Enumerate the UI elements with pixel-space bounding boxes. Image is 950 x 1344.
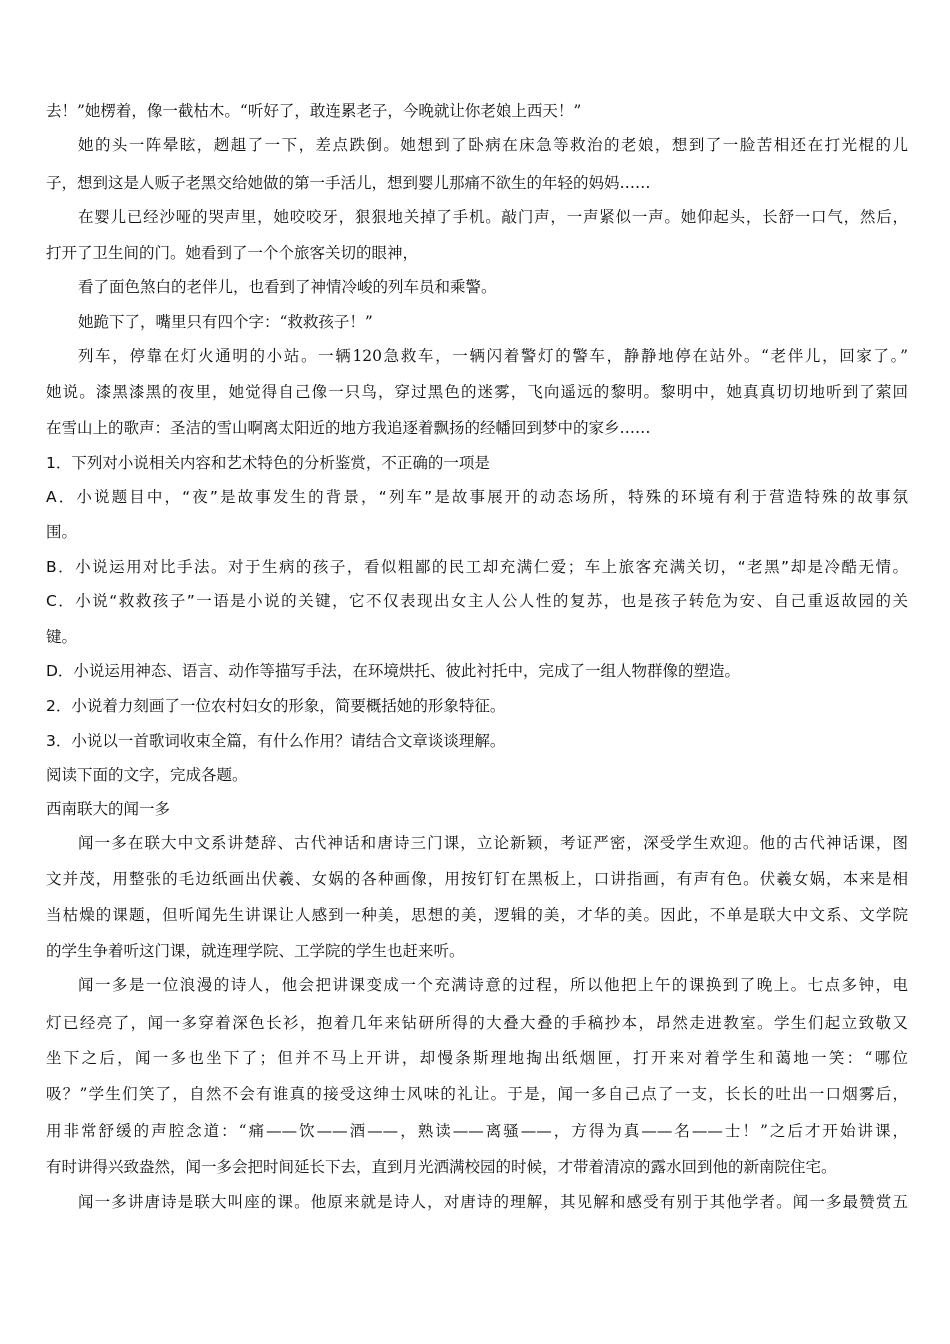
question-2: 2．小说着力刻画了一位农村妇女的形象，简要概括她的形象特征。 (46, 697, 506, 715)
article-line: 当枯燥的课题，但听闻先生讲课让人感到一种美，思想的美，逻辑的美，才华的美。因此，不单是联大中文系、文学院 (46, 906, 908, 924)
article-line: 坐下之后，闻一多也坐下了；但并不马上开讲，却慢条斯理地掏出纸烟匣，打开来对着学生和蔼地一笑：“哪位 (46, 1049, 908, 1067)
question-1: 1．下列对小说相关内容和艺术特色的分析鉴赏，不正确的一项是 (46, 454, 490, 472)
story-line: 在雪山上的歌声：圣洁的雪山啊离太阳近的地方我追逐着飘扬的经幡回到梦中的家乡…… (46, 419, 651, 437)
story-line: 打开了卫生间的门。她看到了一个个旅客关切的眼神， (46, 244, 419, 262)
story-line: 看了面色煞白的老伴儿，也看到了神情冷峻的列车员和乘警。 (78, 278, 497, 296)
article-line: 闻一多是一位浪漫的诗人，他会把讲课变成一个充满诗意的过程，所以他把上午的课换到了晚上。七点多钟，电 (78, 976, 908, 994)
article-line: 闻一多讲唐诗是联大叫座的课。他原来就是诗人，对唐诗的理解，其见解和感受有别于其他学者。闻一多最赞赏五 (78, 1193, 908, 1211)
option-b: B．小说运用对比手法。对于生病的孩子，看似粗鄙的民工却充满仁爱；车上旅客充满关切，“老黑”却是冷酷无情。 (46, 558, 908, 576)
option-c-continued: 键。 (46, 628, 78, 646)
reading-instruction: 阅读下面的文字，完成各题。 (46, 766, 248, 784)
article-line: 的学生争着听这门课，就连理学院、工学院的学生也赶来听。 (46, 942, 465, 960)
story-line: 在婴儿已经沙哑的哭声里，她咬咬牙，狠狠地关掉了手机。敲门声，一声紧似一声。她仰起头，长舒一口气，然后， (78, 208, 908, 226)
option-a: A．小说题目中，“夜”是故事发生的背景，“列车”是故事展开的动态场所，特殊的环境有利于营造特殊的故事氛 (46, 488, 908, 506)
story-line: 列车，停靠在灯火通明的小站。一辆120急救车，一辆闪着警灯的警车，静静地停在站外。“老伴儿，回家了。” (78, 347, 908, 365)
article-line: 吸？”学生们笑了，自然不会有谁真的接受这绅士风味的礼让。于是，闻一多自己点了一支，长长的吐出一口烟雾后， (46, 1085, 908, 1103)
story-line: 她跪下了，嘴里只有四个字：“救救孩子！” (78, 313, 373, 331)
story-line: 她说。漆黑漆黑的夜里，她觉得自己像一只鸟，穿过黑色的迷雾，飞向遥远的黎明。黎明中，她真真切切地听到了萦回 (46, 383, 908, 401)
story-line: 她的头一阵晕眩，趔趄了一下，差点跌倒。她想到了卧病在床急等救治的老娘，想到了一脸苦相还在打光棍的儿 (78, 136, 908, 154)
story-line: 去！”她楞着，像一截枯木。“听好了，敢连累老子，今晚就让你老娘上西天！” (46, 102, 582, 120)
article-line: 用非常舒缓的声腔念道：“痛——饮——酒——，熟读——离骚——，方得为真——名——士！”之后才开始讲课， (46, 1122, 908, 1140)
article-title: 西南联大的闻一多 (46, 800, 171, 818)
story-line: 子，想到这是人贩子老黑交给她做的第一手活儿，想到婴儿那痛不欲生的年轻的妈妈…… (46, 174, 651, 192)
article-line: 闻一多在联大中文系讲楚辞、古代神话和唐诗三门课，立论新颖，考证严密，深受学生欢迎。他的古代神话课，图 (78, 834, 908, 852)
article-line: 有时讲得兴致盎然，闻一多会把时间延长下去，直到月光洒满校园的时候，才带着清凉的露水回到他的新南院住宅。 (46, 1158, 837, 1176)
option-c: C．小说“救救孩子”一语是小说的关键，它不仅表现出女主人公人性的复苏，也是孩子转危为安、自己重返故园的关 (46, 592, 908, 610)
option-a-continued: 围。 (46, 523, 78, 541)
article-line: 文并茂，用整张的毛边纸画出伏羲、女娲的各种画像，用按钉钉在黑板上，口讲指画，有声有色。伏羲女娲，本来是相 (46, 870, 908, 888)
question-3: 3．小说以一首歌词收束全篇，有什么作用？请结合文章谈谈理解。 (46, 732, 506, 750)
option-d: D．小说运用神态、语言、动作等描写手法，在环境烘托、彼此衬托中，完成了一组人物群像的塑造。 (46, 662, 740, 680)
article-line: 灯已经亮了，闻一多穿着深色长衫，抱着几年来钻研所得的大叠大叠的手稿抄本，昂然走进教室。学生们起立致敬又 (46, 1014, 908, 1032)
